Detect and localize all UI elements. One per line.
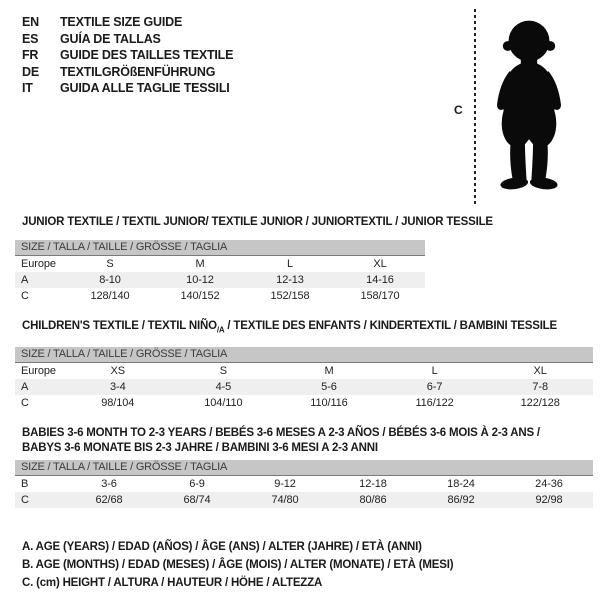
- table-cell: M: [324, 365, 334, 377]
- table-cell: 3-4: [109, 381, 126, 393]
- row-label: Europe: [21, 365, 56, 377]
- language-code: ES: [22, 31, 39, 46]
- table-cell: M: [195, 258, 205, 270]
- junior-table: [15, 256, 425, 304]
- table-row: [15, 395, 593, 411]
- guide-title-de: TEXTILGRÖßENFÜHRUNG: [60, 64, 216, 79]
- row-label: C: [21, 290, 29, 302]
- row-label: A: [21, 274, 29, 286]
- table-cell: 104/110: [204, 397, 243, 409]
- table-cell: 4-5: [215, 381, 232, 393]
- language-title-list: [22, 14, 233, 97]
- table-row: [15, 476, 593, 492]
- table-cell: 98/104: [101, 397, 135, 409]
- table-cell: 6-9: [189, 478, 205, 490]
- language-row-es: [22, 31, 233, 48]
- table-cell: 86/92: [447, 494, 475, 506]
- row-label: A: [21, 381, 29, 393]
- table-cell: 62/68: [95, 494, 123, 506]
- language-code: FR: [22, 48, 39, 62]
- babies-size-table: [15, 460, 593, 508]
- table-cell: 8-10: [99, 274, 121, 286]
- row-label: Europe: [21, 258, 56, 270]
- language-row-fr: [22, 47, 233, 64]
- table-cell: 92/98: [535, 494, 563, 506]
- table-cell: XL: [373, 258, 387, 270]
- row-label: C: [21, 397, 29, 409]
- table-row: [15, 363, 593, 379]
- babies-title-line1: BABIES 3-6 MONTH TO 2-3 YEARS / BEBÉS 3-6 MESES A 2-3 AÑOS / BÉBÉS 3-6 MOIS À 2-3 ANS /: [22, 427, 540, 439]
- children-table: [15, 363, 593, 411]
- babies-title-line2: BABYS 3-6 MONATE BIS 2-3 JAHRE / BAMBINI 3-6 MESI A 2-3 ANNI: [22, 442, 378, 454]
- table-cell: 18-24: [447, 478, 475, 490]
- table-cell: L: [431, 365, 438, 377]
- table-cell: 6-7: [426, 381, 443, 393]
- table-cell: S: [106, 258, 114, 270]
- guide-title-it: GUIDA ALLE TAGLIE TESSILI: [60, 81, 230, 95]
- language-row-en: [22, 14, 233, 31]
- junior-size-table: [15, 240, 425, 304]
- babies-table: [15, 476, 593, 508]
- height-measure-figure: [452, 5, 578, 213]
- table-cell: S: [219, 365, 228, 377]
- language-row-it: [22, 80, 233, 97]
- language-code: DE: [22, 64, 39, 79]
- table-row: [15, 256, 425, 272]
- table-row: [15, 272, 425, 288]
- table-cell: XL: [533, 365, 547, 377]
- table-cell: 110/116: [310, 397, 348, 409]
- guide-title-fr: GUIDE DES TAILLES TEXTILE: [60, 48, 234, 62]
- language-code: EN: [22, 15, 39, 29]
- table-cell: 7-8: [532, 381, 548, 393]
- table-cell: 12-18: [359, 478, 387, 490]
- children-title-subscript: /A: [216, 325, 225, 335]
- table-cell: 10-12: [186, 274, 214, 286]
- note-a: A. AGE (YEARS) / EDAD (AÑOS) / ÂGE (ANS) / ALTER (JAHRE) / ETÀ (ANNI): [22, 541, 422, 553]
- table-cell: 122/128: [520, 397, 560, 409]
- row-label: C: [21, 494, 29, 506]
- table-cell: 12-13: [276, 274, 304, 286]
- table-cell: 80/86: [359, 494, 387, 506]
- children-title-pre: CHILDREN'S TEXTILE / TEXTIL NIÑO: [22, 320, 217, 332]
- legend-notes: [22, 538, 453, 592]
- baby-silhouette-icon: [484, 9, 574, 209]
- guide-title-es: GUÍA DE TALLAS: [60, 31, 161, 46]
- children-section-title: [22, 320, 557, 334]
- table-row: [15, 492, 593, 508]
- babies-size-bar: SIZE / TALLA / TAILLE / GRÖSSE / TAGLIA: [15, 460, 593, 476]
- table-cell: 116/122: [415, 397, 454, 409]
- row-label: B: [21, 478, 29, 490]
- height-dotted-line: [474, 9, 476, 207]
- guide-title-en: TEXTILE SIZE GUIDE: [60, 15, 183, 29]
- table-row: [15, 288, 425, 304]
- table-cell: 68/74: [183, 494, 211, 506]
- table-row: [15, 379, 593, 395]
- table-cell: 152/158: [270, 290, 310, 302]
- table-cell: 14-16: [366, 274, 394, 286]
- junior-size-bar: SIZE / TALLA / TAILLE / GRÖSSE / TAGLIA: [15, 240, 425, 256]
- junior-section-title: JUNIOR TEXTILE / TEXTIL JUNIOR/ TEXTILE JUNIOR / JUNIORTEXTIL / JUNIOR TESSILE: [22, 216, 493, 228]
- language-row-de: [22, 64, 233, 81]
- children-title-post: / TEXTILE DES ENFANTS / KINDERTEXTIL / BAMBINI TESSILE: [224, 320, 557, 332]
- table-cell: 5-6: [321, 381, 337, 393]
- note-b: B. AGE (MONTHS) / EDAD (MESES) / ÂGE (MOIS) / ALTER (MONATE) / ETÀ (MESI): [22, 559, 454, 571]
- note-c: C. (cm) HEIGHT / ALTURA / HAUTEUR / HÖHE / ALTEZZA: [22, 577, 323, 589]
- children-size-bar: SIZE / TALLA / TAILLE / GRÖSSE / TAGLIA: [15, 347, 593, 363]
- table-cell: 74/80: [271, 494, 299, 506]
- table-cell: 24-36: [535, 478, 563, 490]
- language-code: IT: [22, 81, 33, 95]
- table-cell: 3-6: [101, 478, 117, 490]
- table-cell: 9-12: [274, 478, 296, 490]
- children-size-table: [15, 347, 593, 411]
- babies-section-title: [22, 426, 540, 456]
- table-cell: 158/170: [360, 290, 400, 302]
- table-cell: L: [286, 258, 294, 270]
- table-cell: 128/140: [90, 290, 130, 302]
- table-cell: 140/152: [180, 290, 220, 302]
- measure-c-label: C: [454, 103, 463, 117]
- table-cell: XS: [110, 365, 126, 377]
